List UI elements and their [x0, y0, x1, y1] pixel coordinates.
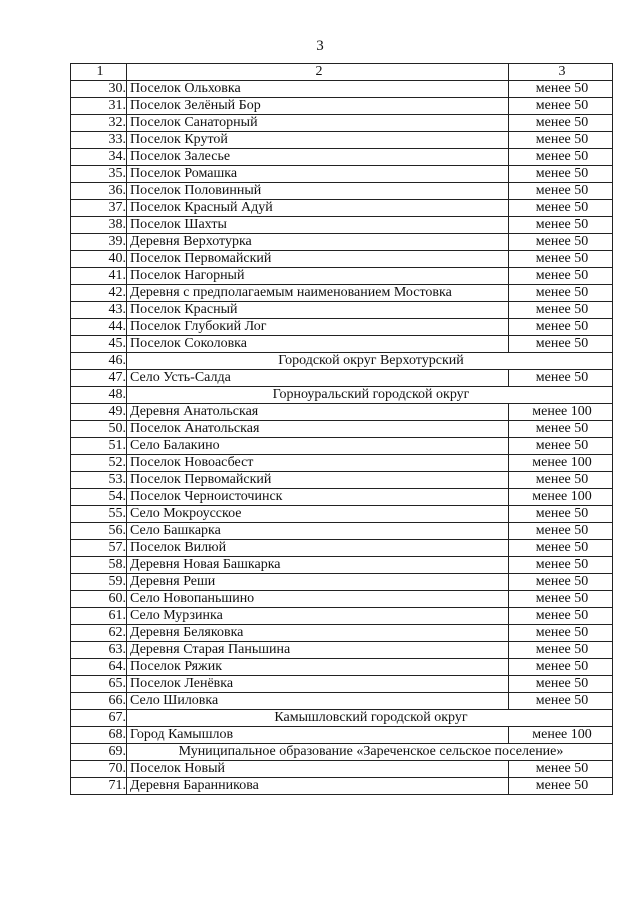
- row-number: 30.: [71, 81, 127, 98]
- settlement-name: Поселок Первомайский: [127, 472, 509, 489]
- table-row: [71, 557, 613, 574]
- row-number: 41.: [71, 268, 127, 285]
- settlement-name: Поселок Красный Адуй: [127, 200, 509, 217]
- settlement-name: Поселок Ромашка: [127, 166, 509, 183]
- settlement-name: Село Шиловка: [127, 693, 509, 710]
- population-value: менее 50: [509, 98, 613, 115]
- row-number: 36.: [71, 183, 127, 200]
- settlement-name: Поселок Крутой: [127, 132, 509, 149]
- population-value: менее 50: [509, 676, 613, 693]
- table-row: [71, 98, 613, 115]
- population-value: менее 50: [509, 132, 613, 149]
- population-value: менее 50: [509, 642, 613, 659]
- row-number: 68.: [71, 727, 127, 744]
- settlement-name: Поселок Красный: [127, 302, 509, 319]
- row-number: 55.: [71, 506, 127, 523]
- population-value: менее 50: [509, 778, 613, 795]
- settlement-name: Поселок Залесье: [127, 149, 509, 166]
- table-row: [71, 200, 613, 217]
- settlement-name: Поселок Черноисточинск: [127, 489, 509, 506]
- settlement-name: Поселок Новый: [127, 761, 509, 778]
- population-value: менее 50: [509, 149, 613, 166]
- table-row: [71, 506, 613, 523]
- population-value: менее 50: [509, 625, 613, 642]
- population-value: менее 50: [509, 540, 613, 557]
- population-value: менее 50: [509, 183, 613, 200]
- population-value: менее 50: [509, 693, 613, 710]
- population-value: менее 50: [509, 591, 613, 608]
- settlement-name: Село Балакино: [127, 438, 509, 455]
- population-value: менее 50: [509, 659, 613, 676]
- population-value: менее 50: [509, 557, 613, 574]
- row-number: 48.: [71, 387, 127, 404]
- row-number: 39.: [71, 234, 127, 251]
- table-row: [71, 183, 613, 200]
- column-header-population: 3: [509, 64, 613, 81]
- group-header-row: [71, 744, 613, 761]
- row-number: 63.: [71, 642, 127, 659]
- settlement-name: Село Мокроусское: [127, 506, 509, 523]
- table-row: [71, 523, 613, 540]
- table-row: [71, 778, 613, 795]
- table-body: [71, 81, 613, 795]
- row-number: 31.: [71, 98, 127, 115]
- table-header-row: [71, 64, 613, 81]
- row-number: 40.: [71, 251, 127, 268]
- row-number: 71.: [71, 778, 127, 795]
- table-row: [71, 132, 613, 149]
- table-row: [71, 217, 613, 234]
- table-row: [71, 234, 613, 251]
- row-number: 42.: [71, 285, 127, 302]
- settlement-name: Деревня Новая Башкарка: [127, 557, 509, 574]
- group-header-row: [71, 710, 613, 727]
- group-header-row: [71, 387, 613, 404]
- settlement-name: Поселок Санаторный: [127, 115, 509, 132]
- population-value: менее 50: [509, 302, 613, 319]
- population-value: менее 100: [509, 404, 613, 421]
- row-number: 66.: [71, 693, 127, 710]
- page-number: 3: [316, 38, 324, 54]
- row-number: 57.: [71, 540, 127, 557]
- population-value: менее 50: [509, 319, 613, 336]
- population-value: менее 50: [509, 234, 613, 251]
- row-number: 32.: [71, 115, 127, 132]
- row-number: 67.: [71, 710, 127, 727]
- table-row: [71, 693, 613, 710]
- population-value: менее 50: [509, 336, 613, 353]
- row-number: 64.: [71, 659, 127, 676]
- settlement-name: Деревня Баранникова: [127, 778, 509, 795]
- row-number: 51.: [71, 438, 127, 455]
- population-value: менее 100: [509, 727, 613, 744]
- settlement-name: Поселок Шахты: [127, 217, 509, 234]
- row-number: 54.: [71, 489, 127, 506]
- table-row: [71, 540, 613, 557]
- table-row: [71, 285, 613, 302]
- row-number: 58.: [71, 557, 127, 574]
- row-number: 53.: [71, 472, 127, 489]
- settlement-name: Поселок Ряжик: [127, 659, 509, 676]
- table-row: [71, 659, 613, 676]
- table-row: [71, 319, 613, 336]
- table-row: [71, 455, 613, 472]
- settlement-name: Поселок Вилюй: [127, 540, 509, 557]
- row-number: 62.: [71, 625, 127, 642]
- population-value: менее 50: [509, 523, 613, 540]
- settlement-name: Поселок Новоасбест: [127, 455, 509, 472]
- table-row: [71, 472, 613, 489]
- settlement-name: Поселок Ленёвка: [127, 676, 509, 693]
- table-row: [71, 438, 613, 455]
- population-value: менее 50: [509, 115, 613, 132]
- table-row: [71, 727, 613, 744]
- settlement-name: Поселок Глубокий Лог: [127, 319, 509, 336]
- row-number: 35.: [71, 166, 127, 183]
- population-value: менее 50: [509, 472, 613, 489]
- table-row: [71, 166, 613, 183]
- population-value: менее 50: [509, 608, 613, 625]
- row-number: 33.: [71, 132, 127, 149]
- municipality-heading: Горноуральский городской округ: [127, 387, 613, 404]
- table-row: [71, 302, 613, 319]
- row-number: 43.: [71, 302, 127, 319]
- table-row: [71, 625, 613, 642]
- population-value: менее 50: [509, 438, 613, 455]
- row-number: 34.: [71, 149, 127, 166]
- population-value: менее 50: [509, 285, 613, 302]
- table-row: [71, 642, 613, 659]
- row-number: 60.: [71, 591, 127, 608]
- row-number: 70.: [71, 761, 127, 778]
- settlement-name: Село Новопаньшино: [127, 591, 509, 608]
- population-value: менее 50: [509, 506, 613, 523]
- population-value: менее 50: [509, 761, 613, 778]
- settlement-name: Поселок Первомайский: [127, 251, 509, 268]
- population-value: менее 50: [509, 81, 613, 98]
- table-row: [71, 81, 613, 98]
- group-header-row: [71, 353, 613, 370]
- table-row: [71, 149, 613, 166]
- table-row: [71, 574, 613, 591]
- settlement-name: Деревня Беляковка: [127, 625, 509, 642]
- table-row: [71, 251, 613, 268]
- table-row: [71, 676, 613, 693]
- table-row: [71, 591, 613, 608]
- settlement-name: Поселок Половинный: [127, 183, 509, 200]
- municipality-heading: Муниципальное образование «Зареченское сельское поселение»: [127, 744, 613, 761]
- municipality-heading: Городской округ Верхотурский: [127, 353, 613, 370]
- table-row: [71, 336, 613, 353]
- table-row: [71, 370, 613, 387]
- population-value: менее 50: [509, 574, 613, 591]
- column-header-name: 2: [127, 64, 509, 81]
- settlement-name: Село Усть-Салда: [127, 370, 509, 387]
- row-number: 50.: [71, 421, 127, 438]
- settlement-name: Село Мурзинка: [127, 608, 509, 625]
- population-value: менее 50: [509, 251, 613, 268]
- table-row: [71, 268, 613, 285]
- population-value: менее 50: [509, 268, 613, 285]
- population-value: менее 100: [509, 455, 613, 472]
- settlement-name: Деревня Анатольская: [127, 404, 509, 421]
- municipality-heading: Камышловский городской округ: [127, 710, 613, 727]
- settlements-table: [70, 63, 613, 795]
- settlement-name: Поселок Анатольская: [127, 421, 509, 438]
- row-number: 65.: [71, 676, 127, 693]
- column-header-number: 1: [71, 64, 127, 81]
- settlement-name: Деревня Верхотурка: [127, 234, 509, 251]
- row-number: 59.: [71, 574, 127, 591]
- table-row: [71, 489, 613, 506]
- row-number: 45.: [71, 336, 127, 353]
- population-value: менее 50: [509, 370, 613, 387]
- population-value: менее 100: [509, 489, 613, 506]
- population-value: менее 50: [509, 200, 613, 217]
- settlement-name: Город Камышлов: [127, 727, 509, 744]
- table-row: [71, 761, 613, 778]
- row-number: 69.: [71, 744, 127, 761]
- settlement-name: Деревня с предполагаемым наименованием Мостовка: [127, 285, 509, 302]
- population-value: менее 50: [509, 166, 613, 183]
- table-row: [71, 421, 613, 438]
- table-row: [71, 608, 613, 625]
- settlement-name: Деревня Реши: [127, 574, 509, 591]
- settlement-name: Деревня Старая Паньшина: [127, 642, 509, 659]
- row-number: 44.: [71, 319, 127, 336]
- row-number: 49.: [71, 404, 127, 421]
- settlement-name: Поселок Ольховка: [127, 81, 509, 98]
- row-number: 47.: [71, 370, 127, 387]
- settlement-name: Поселок Нагорный: [127, 268, 509, 285]
- settlement-name: Село Башкарка: [127, 523, 509, 540]
- row-number: 61.: [71, 608, 127, 625]
- row-number: 56.: [71, 523, 127, 540]
- population-value: менее 50: [509, 217, 613, 234]
- settlement-name: Поселок Соколовка: [127, 336, 509, 353]
- row-number: 37.: [71, 200, 127, 217]
- row-number: 52.: [71, 455, 127, 472]
- settlement-name: Поселок Зелёный Бор: [127, 98, 509, 115]
- table-row: [71, 404, 613, 421]
- table-row: [71, 115, 613, 132]
- row-number: 46.: [71, 353, 127, 370]
- population-value: менее 50: [509, 421, 613, 438]
- row-number: 38.: [71, 217, 127, 234]
